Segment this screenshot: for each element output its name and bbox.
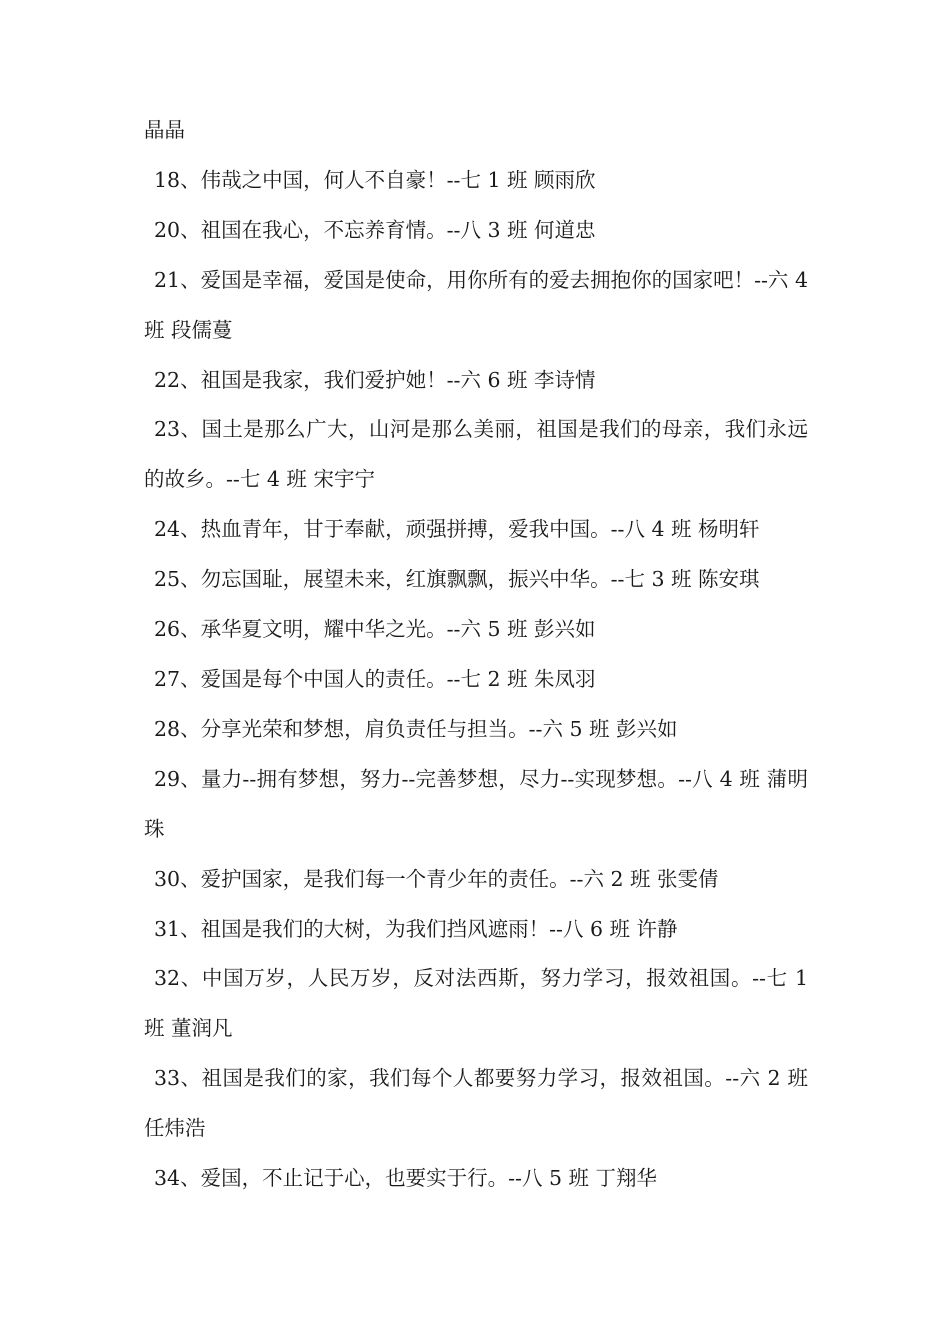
slogan-22: 22、祖国是我家，我们爱护她！--六 6 班 李诗情 [154, 367, 596, 392]
slogan-34: 34、爱国，不止记于心，也要实于行。--八 5 班 丁翔华 [154, 1166, 658, 1191]
slogan-33: 33、祖国是我们的家，我们每个人都要努力学习，报效祖国。--六 2 班 任炜浩 [144, 1066, 808, 1141]
slogan-28: 28、分享光荣和梦想，肩负责任与担当。--六 5 班 彭兴如 [154, 716, 678, 741]
slogan-list [144, 106, 808, 1204]
slogan-21: 21、爱国是幸福，爱国是使命，用你所有的爱去拥抱你的国家吧！--六 4 班 段儒蔓 [144, 267, 808, 342]
slogan-30: 30、爱护国家，是我们每一个青少年的责任。--六 2 班 张雯倩 [154, 866, 719, 891]
continued-text: 晶晶 [144, 118, 185, 142]
slogan-31: 31、祖国是我们的大树，为我们挡风遮雨！--八 6 班 许静 [154, 916, 678, 941]
slogan-23: 23、国土是那么广大，山河是那么美丽，祖国是我们的母亲，我们永远的故乡。--七 4 班 宋宇宁 [144, 417, 808, 492]
slogan-25: 25、勿忘国耻，展望未来，红旗飘飘，振兴中华。--七 3 班 陈安琪 [154, 567, 760, 592]
slogan-20: 20、祖国在我心，不忘养育情。--八 3 班 何道忠 [154, 217, 596, 242]
slogan-26: 26、承华夏文明，耀中华之光。--六 5 班 彭兴如 [154, 617, 596, 642]
slogan-24: 24、热血青年，甘于奉献，顽强拼搏，爱我中国。--八 4 班 杨明轩 [154, 517, 760, 542]
slogan-32: 32、中国万岁，人民万岁，反对法西斯，努力学习，报效祖国。--七 1 班 董润凡 [144, 966, 808, 1041]
slogan-29: 29、量力--拥有梦想，努力--完善梦想，尽力--实现梦想。--八 4 班 蒲明珠 [144, 766, 808, 841]
slogan-27: 27、爱国是每个中国人的责任。--七 2 班 朱凤羽 [154, 666, 596, 691]
slogan-18: 18、伟哉之中国，何人不自豪！--七 1 班 顾雨欣 [154, 167, 596, 192]
